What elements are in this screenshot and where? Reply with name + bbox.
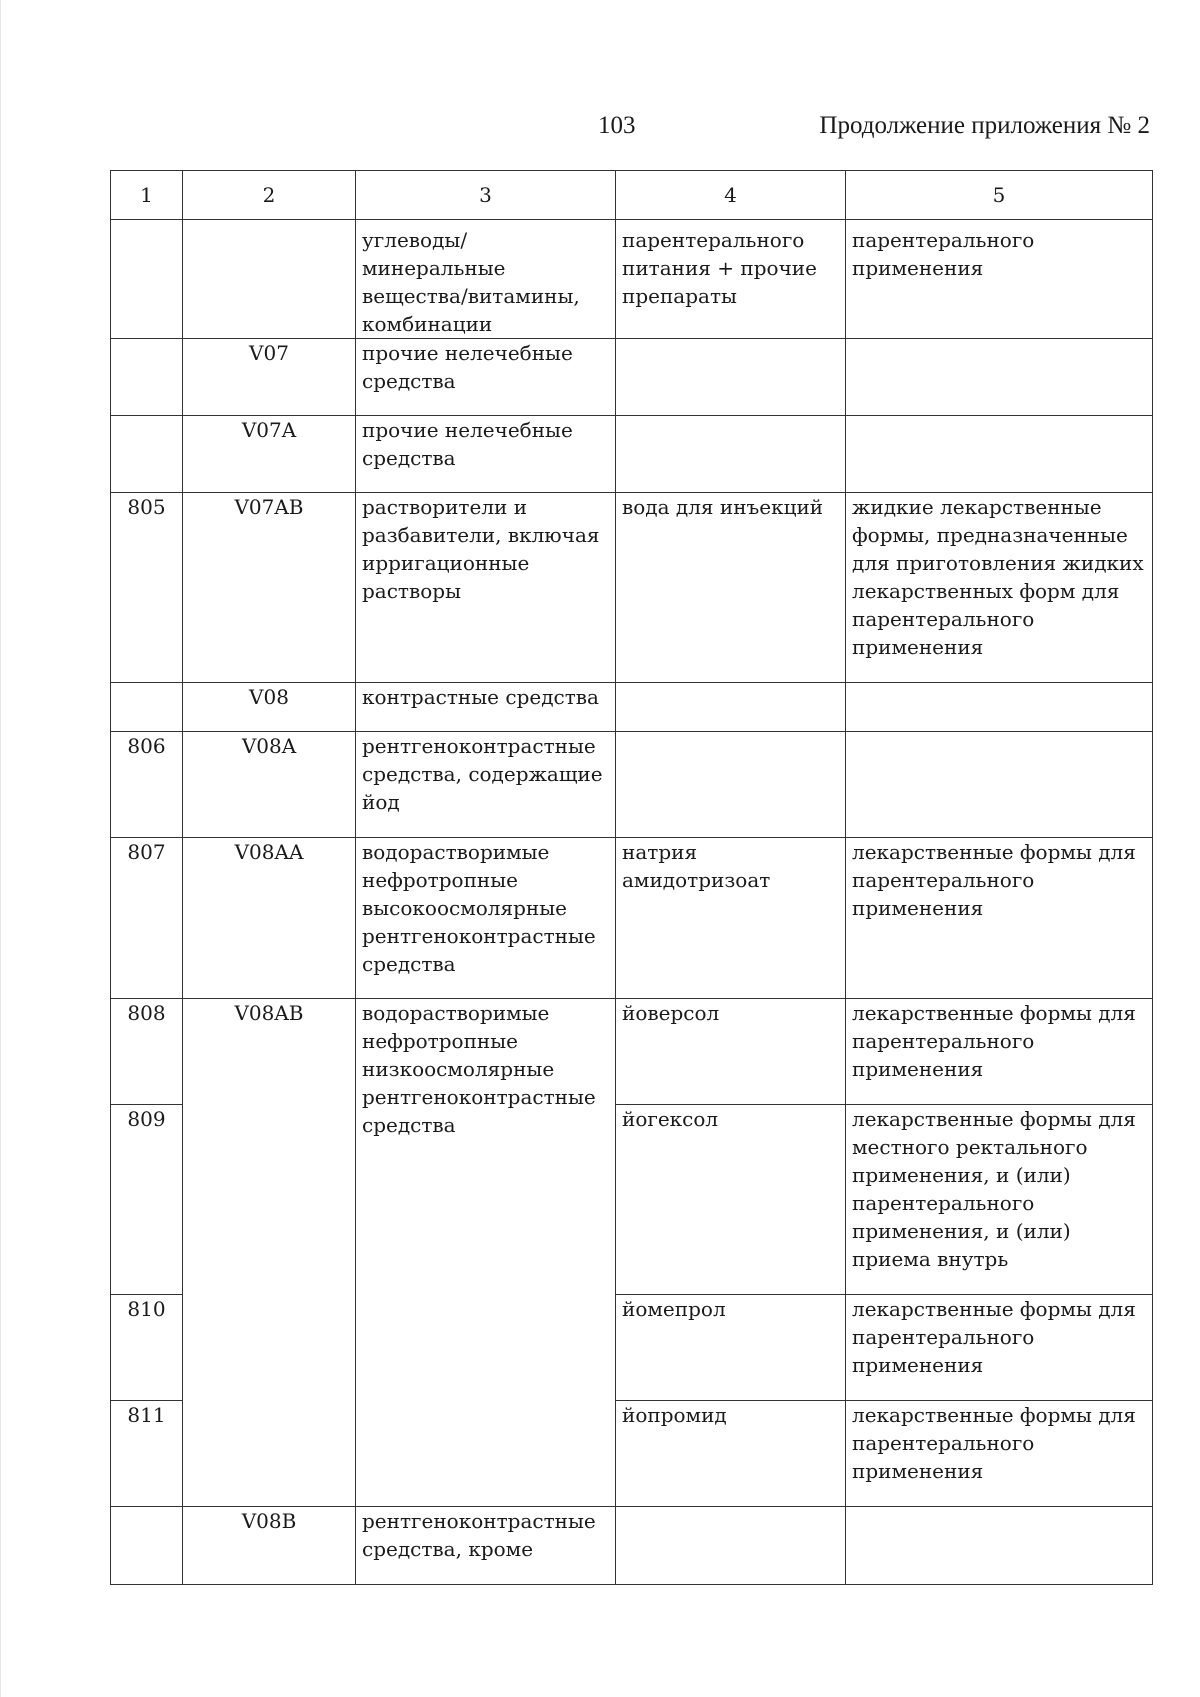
atc-group: рентгеноконтрастные средства, кроме [356, 1507, 616, 1585]
table-row [111, 683, 1153, 732]
table-row [111, 220, 1153, 339]
atc-group: прочие нелечебные средства [356, 339, 616, 416]
row-number [111, 683, 183, 732]
dosage-form: лекарственные формы для парентерального применения [846, 999, 1153, 1105]
table-row [111, 1507, 1153, 1585]
drug-name: йопромид [616, 1401, 846, 1507]
drug-name [616, 339, 846, 416]
column-header: 3 [356, 171, 616, 220]
drug-name: йомепрол [616, 1295, 846, 1401]
atc-code: V08AB [183, 999, 356, 1507]
row-number [111, 416, 183, 493]
atc-code: V07AB [183, 493, 356, 683]
column-header: 5 [846, 171, 1153, 220]
drug-name: йогексол [616, 1105, 846, 1295]
atc-group: водорастворимые нефротропные низкоосмолярные рентгеноконтрастные средства [356, 999, 616, 1507]
table-row [111, 493, 1153, 683]
table-row [111, 999, 1153, 1105]
drug-name: вода для инъекций [616, 493, 846, 683]
drug-name [616, 683, 846, 732]
atc-code: V07A [183, 416, 356, 493]
row-number: 810 [111, 1295, 183, 1401]
table-header-row [111, 171, 1153, 220]
atc-code: V08B [183, 1507, 356, 1585]
column-header: 4 [616, 171, 846, 220]
row-number: 811 [111, 1401, 183, 1507]
dosage-form [846, 339, 1153, 416]
dosage-form [846, 683, 1153, 732]
row-number: 809 [111, 1105, 183, 1295]
drug-name [616, 732, 846, 838]
atc-code: V08AA [183, 838, 356, 999]
dosage-form: лекарственные формы для парентерального применения [846, 1295, 1153, 1401]
column-header: 1 [111, 171, 183, 220]
table-row [111, 838, 1153, 999]
row-number [111, 1507, 183, 1585]
atc-group: рентгеноконтрастные средства, содержащие йод [356, 732, 616, 838]
atc-code: V08A [183, 732, 356, 838]
row-number: 807 [111, 838, 183, 999]
atc-group: углеводы/минеральные вещества/витамины, комбинации [356, 220, 616, 339]
atc-code: V07 [183, 339, 356, 416]
continuation-title: Продолжение приложения № 2 [819, 112, 1150, 139]
dosage-form: лекарственные формы для парентерального применения [846, 1401, 1153, 1507]
dosage-form [846, 1507, 1153, 1585]
row-number: 808 [111, 999, 183, 1105]
row-number [111, 339, 183, 416]
atc-code: V08 [183, 683, 356, 732]
drug-name: натрия амидотризоат [616, 838, 846, 999]
atc-code [183, 220, 356, 339]
row-number: 806 [111, 732, 183, 838]
atc-group: прочие нелечебные средства [356, 416, 616, 493]
dosage-form: жидкие лекарственные формы, предназначенные для приготовления жидких лекарственных форм для парентерального применения [846, 493, 1153, 683]
table-row [111, 732, 1153, 838]
dosage-form: парентерального применения [846, 220, 1153, 339]
dosage-form [846, 732, 1153, 838]
dosage-form: лекарственные формы для местного ректального применения, и (или) парентерального применения, и (или) приема внутрь [846, 1105, 1153, 1295]
dosage-form [846, 416, 1153, 493]
column-header: 2 [183, 171, 356, 220]
row-number: 805 [111, 493, 183, 683]
page-number: 103 [598, 112, 636, 139]
scan-edge [0, 0, 1, 1697]
atc-group: растворители и разбавители, включая ирригационные растворы [356, 493, 616, 683]
drug-name [616, 416, 846, 493]
medicines-table [110, 170, 1153, 1585]
drug-name [616, 1507, 846, 1585]
dosage-form: лекарственные формы для парентерального применения [846, 838, 1153, 999]
drug-name: парентерального питания + прочие препараты [616, 220, 846, 339]
row-number [111, 220, 183, 339]
atc-group: водорастворимые нефротропные высокоосмолярные рентгеноконтрастные средства [356, 838, 616, 999]
table-row [111, 416, 1153, 493]
atc-group: контрастные средства [356, 683, 616, 732]
table-row [111, 339, 1153, 416]
drug-name: йоверсол [616, 999, 846, 1105]
